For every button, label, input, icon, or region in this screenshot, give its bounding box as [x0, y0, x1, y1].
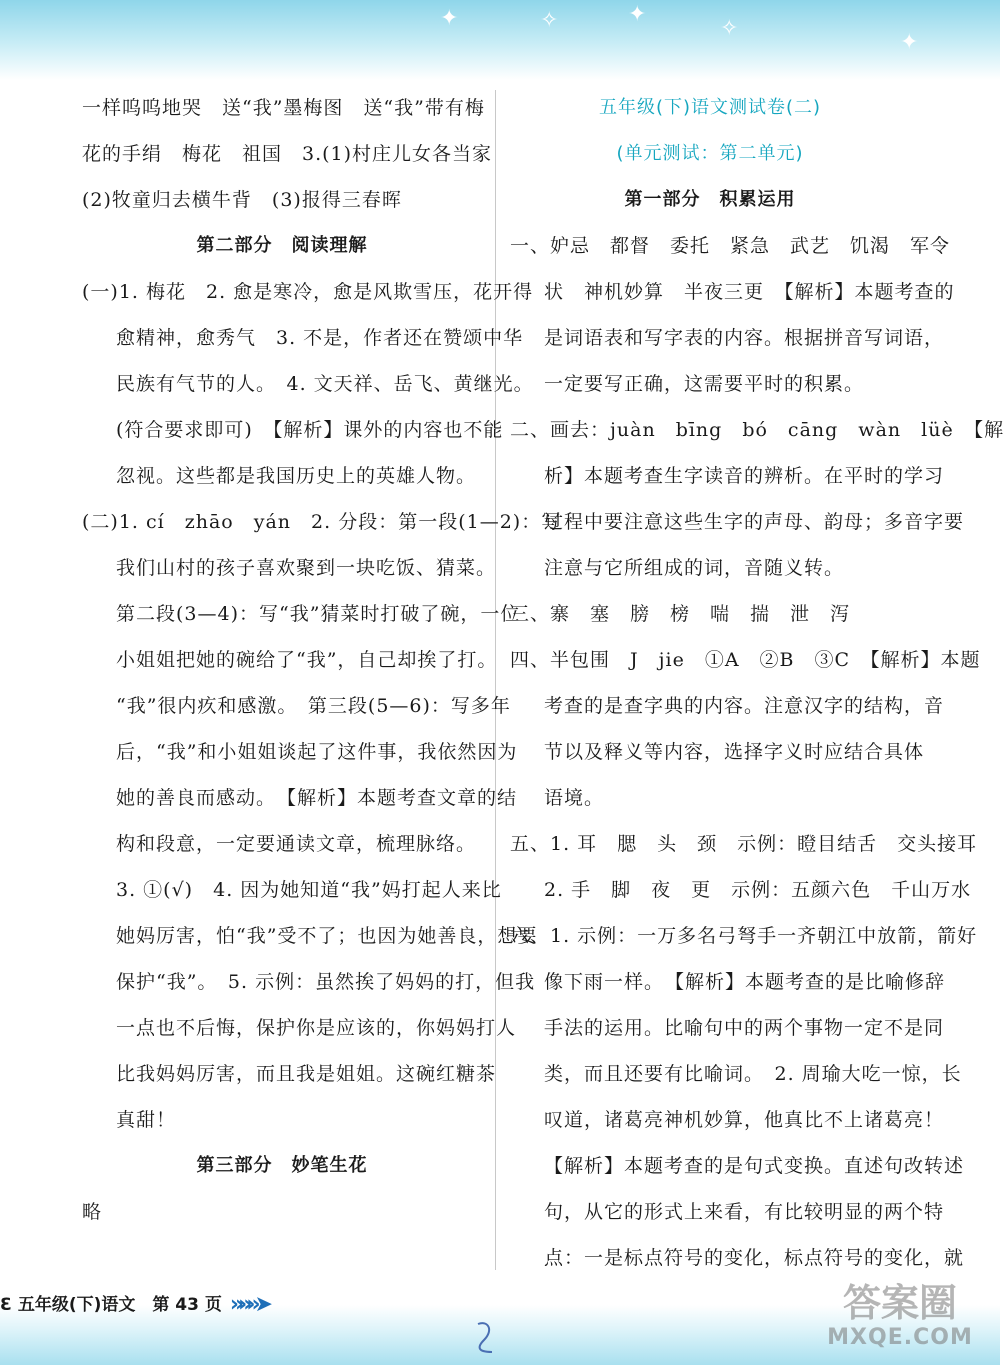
- text-line: (二)1. cí zhāo yán 2. 分段：第一段(1—2)：写: [82, 511, 562, 533]
- text-line: 四、半包围 J jie ①A ②B ③C 【解析】本题: [510, 649, 981, 671]
- text-line: 类，而且还要有比喻词。 2. 周瑜大吃一惊，长: [544, 1063, 962, 1085]
- text-line: 2. 手 脚 夜 更 示例：五颜六色 千山万水: [544, 879, 972, 901]
- text-line: 小姐姐把她的碗给了“我”，自己却挨了打。: [116, 649, 498, 671]
- text-line: 过程中要注意这些生字的声母、韵母；多音字要: [544, 511, 965, 533]
- text-line: 析】本题考查生字读音的辨析。在平时的学习: [544, 465, 945, 487]
- text-line: 注意与它所组成的词，音随义转。: [544, 557, 845, 579]
- text-line: 一、妒忌 都督 委托 紧急 武艺 饥渴 军令: [510, 235, 951, 257]
- sparkle-icon: ✧: [540, 8, 559, 33]
- text-line: 一样呜呜地哭 送“我”墨梅图 送“我”带有梅: [82, 97, 485, 119]
- text-line: “我”很内疚和感激。 第三段(5—6)：写多年: [116, 695, 511, 717]
- arrow-decoration-icon: »»»➤: [229, 1292, 267, 1317]
- watermark: [810, 1281, 990, 1359]
- watermark-url: MXQE.COM: [827, 1325, 973, 1350]
- text-line: 忽视。这些都是我国历史上的英雄人物。: [116, 465, 477, 487]
- test-subtitle: (单元测试：第二单元): [616, 143, 804, 164]
- text-line: 一定要写正确，这需要平时的积累。: [544, 373, 865, 395]
- text-line: 语境。: [544, 787, 605, 809]
- watermark-logo: 答案圈: [842, 1281, 957, 1325]
- text-line: 状 神机妙算 半夜三更 【解析】本题考查的: [544, 281, 955, 303]
- text-line: 考查的是查字典的内容。注意汉字的结构，音: [544, 695, 945, 717]
- page-footer: [0, 1287, 267, 1323]
- text-line: 节以及释义等内容，选择字义时应结合具体: [544, 741, 925, 763]
- sparkle-icon: ✦: [440, 6, 459, 31]
- text-line: 我们山村的孩子喜欢聚到一块吃饭、猜菜。: [116, 557, 497, 579]
- text-line: 句，从它的形式上来看，有比较明显的两个特: [544, 1201, 945, 1223]
- text-line: 略: [82, 1201, 103, 1223]
- top-decorative-band: [0, 0, 1000, 80]
- text-line: 【解析】本题考查的是句式变换。直述句改转述: [544, 1155, 965, 1177]
- text-line: 构和段意，一定要通读文章，梳理脉络。: [116, 833, 477, 855]
- pen-mark-icon: [470, 1318, 500, 1358]
- text-line: 像下雨一样。 【解析】本题考查的是比喻修辞: [544, 971, 946, 993]
- page-label: 五年级(下)语文 第 43 页: [17, 1295, 222, 1315]
- text-line: 五、1. 耳 腮 头 颈 示例：瞪目结舌 交头接耳: [510, 833, 978, 855]
- left-column: [82, 85, 562, 1235]
- text-line: 点：一是标点符号的变化，标点符号的变化，就: [544, 1247, 965, 1269]
- text-line: 真甜！: [116, 1109, 177, 1131]
- text-line: 民族有气节的人。 4. 文天祥、岳飞、黄继光。: [116, 373, 534, 395]
- text-line: 她的善良而感动。 【解析】本题考查文章的结: [116, 787, 518, 809]
- text-line: 后，“我”和小姐姐谈起了这件事，我依然因为: [116, 741, 518, 763]
- text-line: (符合要求即可) 【解析】课外的内容也不能: [116, 419, 504, 441]
- text-line: (2)牧童归去横牛背 (3)报得三春晖: [82, 189, 402, 211]
- text-line: 三、寨 塞 膀 榜 喘 揣 泄 泻: [510, 603, 851, 625]
- text-line: 手法的运用。比喻句中的两个事物一定不是同: [544, 1017, 945, 1039]
- text-line: 叹道，诸葛亮神机妙算，他真比不上诸葛亮！: [544, 1109, 945, 1131]
- corner-mark: Ɛ: [0, 1295, 12, 1315]
- text-line: 3. ①(√) 4. 因为她知道“我”妈打起人来比: [116, 879, 502, 901]
- text-line: 二、画去：juàn bīng bó cāng wàn lüè 【解: [510, 419, 1004, 441]
- section-heading: 第二部分 阅读理解: [196, 235, 368, 256]
- text-line: 第二段(3—4)：写“我”猜菜时打破了碗，一位: [116, 603, 521, 625]
- section-heading: 第三部分 妙笔生花: [196, 1155, 368, 1176]
- text-line: 花的手绢 梅花 祖国 3.(1)村庄儿女各当家: [82, 143, 493, 165]
- text-line: 是词语表和写字表的内容。根据拼音写词语，: [544, 327, 945, 349]
- text-line: 六、1. 示例：一万多名弓弩手一齐朝江中放箭，箭好: [510, 925, 978, 947]
- sparkle-icon: ✦: [900, 30, 919, 55]
- text-line: 她妈厉害，怕“我”受不了；也因为她善良，想要: [116, 925, 538, 947]
- text-line: 愈精神，愈秀气 3. 不是，作者还在赞颂中华: [116, 327, 524, 349]
- text-line: 保护“我”。 5. 示例：虽然挨了妈妈的打，但我: [116, 971, 536, 993]
- right-column: [510, 85, 1004, 1281]
- text-line: (一)1. 梅花 2. 愈是寒冷，愈是风欺雪压，花开得: [82, 281, 534, 303]
- sparkle-icon: ✧: [720, 16, 739, 41]
- sparkle-icon: ✦: [628, 2, 647, 27]
- section-heading: 第一部分 积累运用: [624, 189, 796, 210]
- text-line: 比我妈妈厉害，而且我是姐姐。这碗红糖茶: [116, 1063, 497, 1085]
- text-line: 一点也不后悔，保护你是应该的，你妈妈打人: [116, 1017, 517, 1039]
- test-title: 五年级(下)语文测试卷(二): [598, 97, 822, 118]
